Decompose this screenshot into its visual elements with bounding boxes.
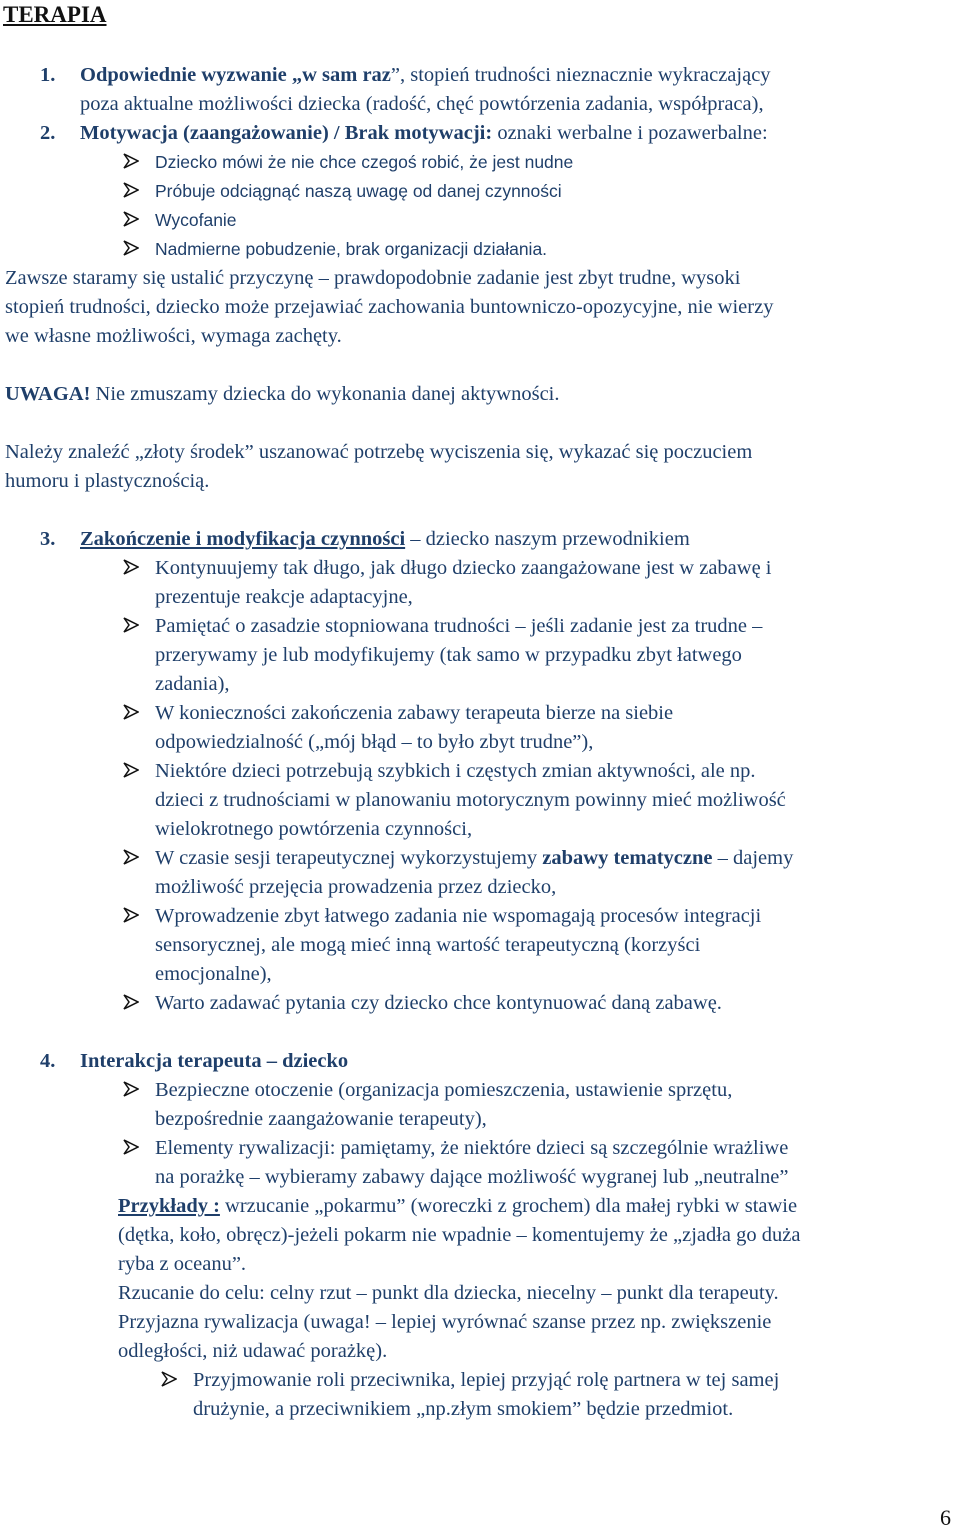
- examples-label: Przykłady :: [118, 1195, 220, 1217]
- list-item-continuation: bezpośrednie zaangażowanie terapeuty),: [155, 1108, 487, 1130]
- warning-line: [5, 380, 560, 409]
- list-item-text: – dajemy: [712, 847, 794, 869]
- section-3-heading-line: [80, 525, 690, 554]
- arrow-bullet-icon: [123, 559, 139, 575]
- arrow-bullet-icon: [123, 617, 139, 633]
- list-item-continuation: odpowiedzialność („mój błąd – to było zbyt trudne”),: [155, 731, 594, 753]
- list-item-continuation: na porażkę – wybieramy zabawy dające możliwość wygranej lub „neutralne”: [155, 1166, 789, 1188]
- section-4-number: 4.: [40, 1050, 56, 1072]
- examples-continuation: (dętka, koło, obręcz)-jeżeli pokarm nie wpadnie – komentujemy że „zjadła go duża: [118, 1224, 801, 1246]
- paragraph-line: Przyjazna rywalizacja (uwaga! – lepiej wyrównać szanse przez np. zwiększenie: [118, 1311, 772, 1333]
- list-item-continuation: zadania),: [155, 673, 230, 695]
- list-item: Warto zadawać pytania czy dziecko chce kontynuować daną zabawę.: [155, 992, 722, 1014]
- arrow-bullet-icon: [123, 1081, 139, 1097]
- list-item-continuation: drużynie, a przeciwnikiem „np.złym smokiem” będzie przedmiot.: [193, 1398, 734, 1420]
- section-3-heading: Zakończenie i modyfikacja czynności: [80, 528, 406, 550]
- arrow-bullet-icon: [123, 211, 139, 227]
- section-3-number: 3.: [40, 528, 56, 550]
- arrow-bullet-icon: [123, 994, 139, 1010]
- list-item: [155, 844, 793, 873]
- list-item: Bezpieczne otoczenie (organizacja pomieszczenia, ustawienie sprzętu,: [155, 1079, 733, 1101]
- list-item: Kontynuujemy tak długo, jak długo dziecko zaangażowane jest w zabawę i: [155, 557, 772, 579]
- section-2-number: 2.: [40, 122, 56, 144]
- page-number: 6: [940, 1505, 951, 1530]
- list-item-continuation: dzieci z trudnościami w planowaniu motorycznym powinny mieć możliwość: [155, 789, 786, 811]
- arrow-bullet-icon: [161, 1371, 177, 1387]
- arrow-bullet-icon: [123, 849, 139, 865]
- list-item-continuation: wielokrotnego powtórzenia czynności,: [155, 818, 473, 840]
- list-item: Przyjmowanie roli przeciwnika, lepiej przyjąć rolę partnera w tej samej: [193, 1369, 780, 1391]
- examples-text: wrzucanie „pokarmu” (woreczki z grochem) dla małej rybki w stawie: [219, 1195, 798, 1217]
- list-item: Pamiętać o zasadzie stopniowana trudności – jeśli zadanie jest za trudne –: [155, 615, 763, 637]
- section-2-heading: Motywacja (zaangażowanie) / Brak motywacji:: [80, 122, 493, 144]
- paragraph-line: odległości, niż udawać porażkę).: [118, 1340, 388, 1362]
- warning-text: Nie zmuszamy dziecka do wykonania danej aktywności.: [90, 383, 560, 405]
- list-item-continuation: przerywamy je lub modyfikujemy (tak samo w przypadku zbyt łatwego: [155, 644, 742, 666]
- section-4-heading: Interakcja terapeuta – dziecko: [80, 1050, 349, 1072]
- examples-continuation: ryba z oceanu”.: [118, 1253, 247, 1275]
- section-1-line-2: poza aktualne możliwości dziecka (radość, chęć powtórzenia zadania, współpraca),: [80, 93, 764, 115]
- arrow-bullet-icon: [123, 153, 139, 169]
- list-item-continuation: możliwość przejęcia prowadzenia przez dziecko,: [155, 876, 557, 898]
- arrow-bullet-icon: [123, 240, 139, 256]
- section-3-heading-rest: – dziecko naszym przewodnikiem: [405, 528, 690, 550]
- list-item: W konieczności zakończenia zabawy terapeuta bierze na siebie: [155, 702, 674, 724]
- list-item: Niektóre dzieci potrzebują szybkich i częstych zmian aktywności, ale np.: [155, 760, 756, 782]
- section-2-heading-line: [80, 119, 768, 148]
- list-item: Dziecko mówi że nie chce czegoś robić, że jest nudne: [155, 152, 574, 172]
- arrow-bullet-icon: [123, 762, 139, 778]
- section-2-heading-rest: oznaki werbalne i pozawerbalne:: [492, 122, 768, 144]
- arrow-bullet-icon: [123, 907, 139, 923]
- list-item: Nadmierne pobudzenie, brak organizacji działania.: [155, 239, 548, 259]
- paragraph-line: Należy znaleźć „złoty środek” uszanować potrzebę wyciszenia się, wykazać się poczuciem: [5, 441, 753, 463]
- page-title: TERAPIA: [3, 2, 107, 27]
- list-item: Wprowadzenie zbyt łatwego zadania nie wspomagają procesów integracji: [155, 905, 762, 927]
- section-1-heading: Odpowiednie wyzwanie „w sam raz: [80, 64, 391, 86]
- section-1-line-1-rest: ”, stopień trudności nieznacznie wykraczający: [390, 64, 771, 86]
- list-item: Elementy rywalizacji: pamiętamy, że niektóre dzieci są szczególnie wrażliwe: [155, 1137, 789, 1159]
- list-item: Próbuje odciągnąć naszą uwagę od danej czynności: [155, 181, 562, 201]
- paragraph-line: Rzucanie do celu: celny rzut – punkt dla dziecka, niecelny – punkt dla terapeuty.: [118, 1282, 779, 1304]
- examples-line: [118, 1192, 797, 1221]
- arrow-bullet-icon: [123, 1139, 139, 1155]
- arrow-bullet-icon: [123, 182, 139, 198]
- paragraph-line: stopień trudności, dziecko może przejawiać zachowania buntowniczo-opozycyjne, nie wierzy: [5, 296, 774, 318]
- list-item-continuation: emocjonalne),: [155, 963, 272, 985]
- paragraph-line: humoru i plastycznością.: [5, 470, 210, 492]
- section-1-line-1: [80, 61, 771, 90]
- list-item-emphasis: zabawy tematyczne: [542, 847, 713, 869]
- list-item-text: W czasie sesji terapeutycznej wykorzystujemy: [155, 847, 543, 869]
- warning-label: UWAGA!: [5, 383, 91, 405]
- paragraph-line: we własne możliwości, wymaga zachęty.: [5, 325, 342, 347]
- list-item-continuation: prezentuje reakcje adaptacyjne,: [155, 586, 413, 608]
- paragraph-line: Zawsze staramy się ustalić przyczynę – prawdopodobnie zadanie jest zbyt trudne, wysoki: [5, 267, 741, 289]
- list-item-continuation: sensorycznej, ale mogą mieć inną wartość terapeutyczną (korzyści: [155, 934, 701, 956]
- arrow-bullet-icon: [123, 704, 139, 720]
- list-item: Wycofanie: [155, 210, 237, 230]
- section-1-number: 1.: [40, 64, 56, 86]
